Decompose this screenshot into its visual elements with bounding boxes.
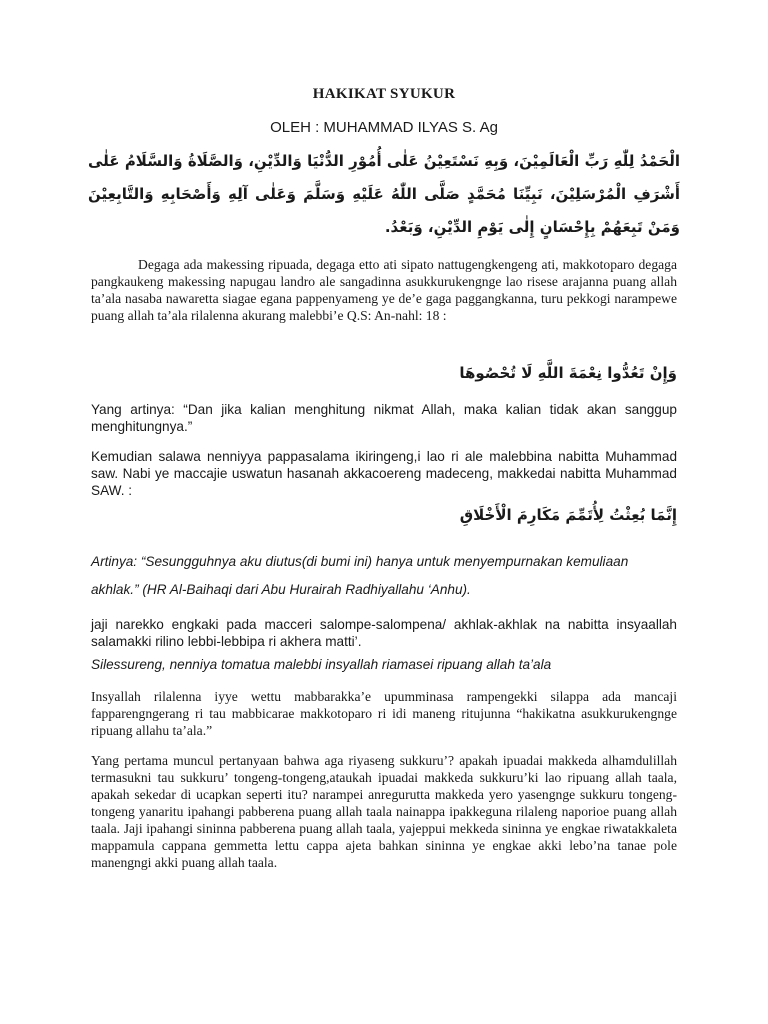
hadith-translation-line-1: Artinya: “Sesungguhnya aku diutus(di bumi ini) hanya untuk menyempurnakan kemuliaan — [91, 554, 629, 569]
paragraph-salawat: Kemudian salawa nenniyya pappasalama ikiringeng,i lao ri ale malebbina nabitta Muhammad saw. Nabi ye maccajie uswatun hasanah akkacoereng madeceng, makkedai nabitta Muhammad SAW. : — [91, 449, 677, 498]
quran-verse-arabic: وَإِنْ تَعُدُّوا نِعْمَةَ اللَّهِ لَا تُحْصُوهَا — [459, 364, 677, 382]
opening-arabic-prayer: الْحَمْدُ لِلّٰهِ رَبِّ الْعَالَمِيْنَ، وَبِهِ نَسْتَعِيْنُ عَلٰى أُمُوْرِ الدُّنْيَا وَالدِّيْنِ، وَالصَّلَاةُ وَالسَّلَامُ عَلٰى أَشْرَفِ الْمُرْسَلِيْنَ، نَبِيِّنَا مُحَمَّدٍ صَلَّى اللّٰهُ عَلَيْهِ وَسَلَّمَ وَعَلٰى آلِهِ وَأَصْحَابِهِ وَالتَّابِعِيْنَ وَمَنْ تَبِعَهُمْ بِإِحْسَانٍ إِلٰى يَوْمِ الدِّيْنِ، وَبَعْدُ. — [88, 152, 680, 236]
document-title: HAKIKAT SYUKUR — [312, 86, 456, 102]
hadith-translation-line-2: akhlak.” (HR Al-Baihaqi dari Abu Hurairah Radhiyallahu ‘Anhu). — [91, 582, 471, 597]
paragraph-introduction: Degaga ada makessing ripuada, degaga etto ati sipato nattugengkengeng ati, makkotoparo degaga pangkaukeng makessing napugau landro ale sangadinna asukkurukengnge lao risese arajanna puang allah ta’ala nasaba nawaretta siagae egana pappenyameng ye de’e gaga paggangkanna, turu pekkogi narampewe puang allah ta’ala rilalenna akurang malebbi’e Q.S: An-nahl: 18 : — [91, 257, 677, 323]
paragraph-topic: Insyallah rilalenna iyye wettu mabbarakka’e upumminasa rampengekki silappa ada mancaji fapparengngerang ri tau mabbicarae makkotoparo ri idi maneng ritujunna “hakikatna asukkurukengnge ripuang allahu ta’ala.” — [91, 689, 677, 738]
paragraph-question: Yang pertama muncul pertanyaan bahwa aga riyaseng sukkuru’? apakah ipuadai makkeda alhamdulillah termasukni tau sukkuru’ tongeng-tongeng,ataukah ipuadai makkeda sukkuru’ki lao ripuang allah taala, apakah sekedar di ucapkan seperti itu? narampei anregurutta makkeda yero yasengnge sukkuru tongeng-tongeng yanaritu ipahangi pabberena puang allah taala nainappa ipakkeguna rilaleng naporioe puang allah taala. Jaji ipahangi sininna pabberena puang allah taala, yajeppui mekkeda sininna ye engkae riwatakkaleta mappamula cappana gemmetta lettu cappa ajeta bahkan sininna ye engkae akki lebo’na tanae pole manengngi akki puang allah taala. — [91, 753, 677, 870]
quran-verse-translation: Yang artinya: “Dan jika kalian menghitung nikmat Allah, maka kalian tidak akan sanggup menghitungnya.” — [91, 402, 677, 434]
document-author: OLEH : MUHAMMAD ILYAS S. Ag — [270, 119, 498, 136]
paragraph-akhlak: jaji narekko engkaki pada macceri salompe-salompena/ akhlak-akhlak na nabitta insyaallah salamakki rilino lebbi-lebbipa ri akhera matti’. — [91, 617, 677, 649]
hadith-arabic: إِنَّمَا بُعِثْتُ لِأُتَمِّمَ مَكَارِمَ الْأَخْلَاقِ — [459, 506, 677, 524]
paragraph-greeting: Silessureng, nenniya tomatua malebbi insyallah riamasei ripuang allah ta’ala — [91, 657, 552, 672]
